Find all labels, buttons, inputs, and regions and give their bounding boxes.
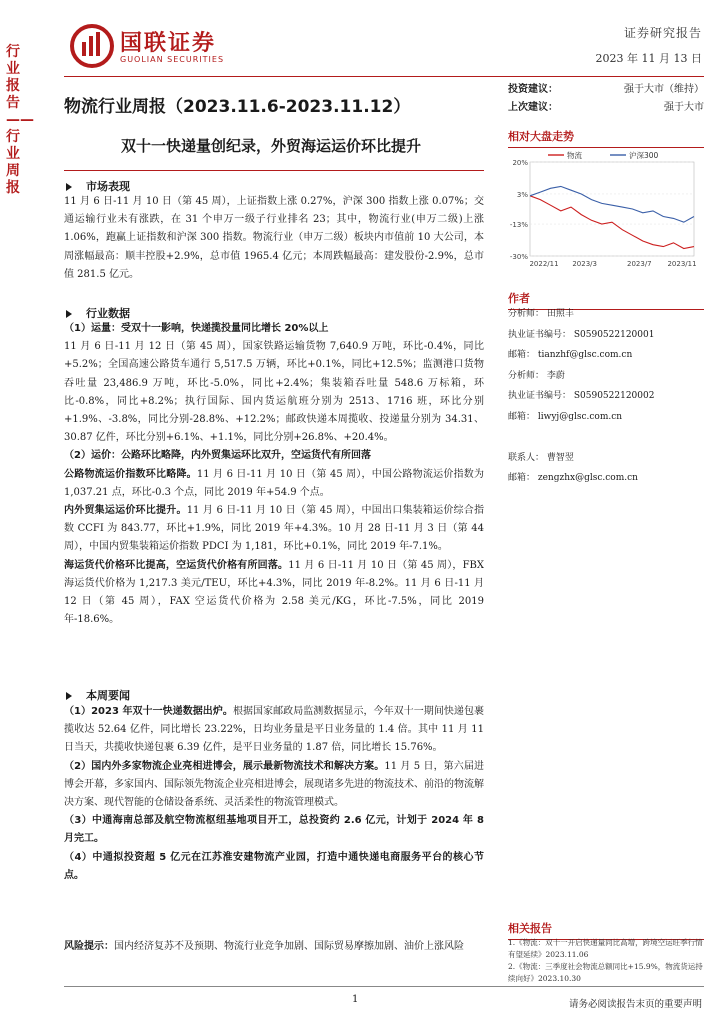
x-tick-label: 2023/11	[667, 260, 697, 268]
page-subtitle: 双十一快递量创纪录，外贸海运运价环比提升	[120, 137, 421, 155]
author-line	[508, 427, 704, 448]
disclaimer-note: 请务必阅读报告末页的重要声明	[568, 999, 702, 1010]
chart-section-title: 相对大盘走势	[508, 128, 704, 148]
industry-p2b: 内外贸集运运价环比提升。11 月 6 日-11 月 10 日（第 45 周），中国出口集装箱运价综合指数 CCFI 为 843.77，环比+1.9%，同比 2019 年+4.3%。10 月 28 日-11 月 3 日（第 44 周），中国内贸集装箱运价指数 PDCI 为 1,181，环比+0.1%，同比 2019 年-7.1%。	[64, 505, 485, 553]
author-line: 执业证书编号： S0590522120001	[508, 329, 655, 340]
section-news-heading: 本周要闻	[66, 687, 130, 703]
rating-previous-value: 强于大市	[664, 102, 704, 113]
author-line: 分析师： 田照丰	[508, 309, 574, 319]
news-item-3: （3）中通海南总部及航空物流枢纽基地项目开工，总投资约 2.6 亿元，计划于 2024 年 8 月完工。	[64, 815, 484, 845]
company-logo	[70, 24, 260, 70]
section-industry-heading: 行业数据	[66, 305, 130, 321]
report-date: 2023 年 11 月 13 日	[595, 52, 702, 65]
news-item-2: （2）国内外多家物流企业亮相进博会，展示最新物流技术和解决方案。11 月 5 日，第六届进博会开幕，多家国内、国际领先物流企业亮相进博会，展现诸多先进的物流技术、前沿的物流解决方案、现代智能的仓储设备系统、灵活柔性的物流管理模式。	[64, 760, 484, 809]
related-report-item: 2.《物流：三季度社会物流总额同比+15.9%，物流货运持续向好》2023.10.30	[508, 962, 703, 983]
report-type: 证券研究报告	[623, 26, 702, 40]
logo-name: 国联证券	[120, 31, 217, 56]
author-line: 邮箱： zengzhx@glsc.com.cn	[508, 473, 638, 483]
relative-performance-chart	[508, 148, 704, 272]
legend-label: 物流	[567, 151, 582, 160]
arrow-right-icon	[66, 183, 72, 191]
risk-text: 国内经济复苏不及预期、物流行业竞争加剧、国际贸易摩擦加剧、油价上涨风险	[114, 941, 464, 952]
news-item-1: （1）2023 年双十一快递数据出炉。根据国家邮政局监测数据显示，今年双十一期间快递包裹揽收达 52.64 亿件，同比增长 23.22%，日均业务量是平日业务量的 1.4 倍。其中 11 月 11 日当天，共揽收快递包裹 6.39 亿件，是平日业务量的 1.87 倍，同比增长 15.76%。	[64, 706, 484, 754]
series-line-1	[530, 186, 694, 222]
news-item-4: （4）中通拟投资超 5 亿元在江苏淮安建物流产业园，打造中通快递电商服务平台的核心节点。	[64, 851, 484, 881]
y-tick-label: 3%	[516, 190, 528, 199]
title-divider	[64, 170, 484, 171]
y-tick-label: 20%	[512, 159, 528, 167]
section-market-heading: 市场表现	[66, 178, 130, 194]
related-list	[508, 937, 704, 985]
author-line: 执业证书编号： S0590522120002	[508, 391, 655, 401]
page-number: 1	[352, 994, 359, 1005]
y-tick-label: -30%	[509, 253, 528, 261]
risk-note	[64, 938, 484, 956]
industry-p2a: 公路物流运价指数环比略降。11 月 6 日-11 月 10 日（第 45 周），中国公路物流运价指数为 1,037.21 点，环比-0.3 个点，同比 2019 年+54.9 个点。	[64, 468, 484, 498]
authors-list	[508, 304, 704, 489]
author-line: 联系人： 曹智翌	[508, 452, 574, 463]
industry-p1-text: 11 月 6 日-11 月 12 日（第 45 周），国家铁路运输货物 7,640.9 万吨，环比-0.4%，同比+5.2%；全国高速公路货车通行 5,517.5 万辆，环比+0.1%，同比+12.5%；监测港口货物吞吐量 23,486.9 万吨，环比-5.0%，同比+2.4%；集装箱吞吐量 548.6 万标箱，环比-0.8%，同比+8.2%；执行国际、国内货运航班分别为 2513、1716 班，环比分别+1.9%、-3.8%，同比分别-28.8%、+12.2%；邮政快递本周揽收、投递量分别为 34.31、30.87 亿件，环比分别+6.1%、+1.1%，同比分别+26.8%、+20.4%。	[64, 341, 484, 444]
author-line: 分析师： 李蔚	[508, 370, 565, 381]
rating-current-label: 投资建议：	[508, 84, 558, 95]
risk-label: 风险提示：	[64, 941, 114, 952]
related-title: 相关报告	[508, 920, 704, 940]
x-tick-label: 2023/3	[572, 260, 597, 268]
series-line-0	[530, 196, 694, 249]
related-report-item: 1.《物流：双十一开启快递量同比高增，跨境空运旺季行情有望延续》2023.11.06	[508, 938, 703, 959]
legend-label: 沪深300	[629, 151, 659, 160]
footer-divider	[64, 986, 704, 987]
industry-p1-heading: （1）运量：受双十一影响，快递揽投量同比增长 20%以上	[64, 323, 329, 334]
x-tick-label: 2022/11	[529, 260, 559, 268]
author-line: 邮箱： tianzhf@glsc.com.cn	[508, 350, 633, 360]
logo-subtitle: GUOLIAN SECURITIES	[120, 55, 225, 64]
authors-title: 作者	[508, 290, 704, 310]
arrow-right-icon	[66, 310, 72, 318]
page-title: 物流行业周报（2023.11.6-2023.11.12）	[64, 97, 411, 117]
header-divider	[64, 76, 704, 77]
chart-frame	[530, 162, 694, 256]
section-news-body	[64, 703, 484, 885]
author-line: 邮箱： liwyj@glsc.com.cn	[508, 411, 623, 422]
logo-emblem-icon	[70, 24, 114, 68]
section-industry-body	[64, 320, 484, 629]
industry-p2c: 海运货代价格环比提高，空运货代价格有所回落。11 月 6 日-11 月 10 日（第 45 周），FBX 海运货代价格为 1,217.3 美元/TEU，环比+4.3%，同比 2019 年-8.2%。11 月 6 日-11 月 12 日（第 45 周），FAX 空运货代价格为 2.58 美元/KG，环比-7.5%，同比 2019 年-18.6%。	[64, 559, 485, 626]
arrow-right-icon	[66, 692, 72, 700]
y-tick-label: -13%	[509, 221, 528, 230]
rating-previous-label: 上次建议：	[508, 102, 558, 113]
x-tick-label: 2023/7	[627, 260, 652, 268]
rating-current-value: 强于大市（维持）	[624, 84, 704, 95]
industry-p2-heading: （2）运价：公路环比略降，内外贸集运环比双升，空运货代有所回落	[64, 450, 371, 462]
section-market-text: 11 月 6 日-11 月 10 日（第 45 周），上证指数上涨 0.27%，沪深 300 指数上涨 0.07%；交通运输行业未有涨跌，在 31 个申万一级子行业排名 23；其中，物流行业(申万二级)上涨 1.06%，跑赢上证指数和沪深 300 指数。物流行业（申万二级）板块内市值前 10 大公司，本周涨幅最高：顺丰控股+2.9%，总市值 1965.4 亿元；本周跌幅最高：建发股份-2.9%，总市值 281.5 亿元。	[64, 196, 484, 280]
rating-current	[508, 80, 704, 95]
sidebar-label: 行业报告——行业周报	[6, 44, 34, 196]
rating-previous	[508, 98, 704, 113]
